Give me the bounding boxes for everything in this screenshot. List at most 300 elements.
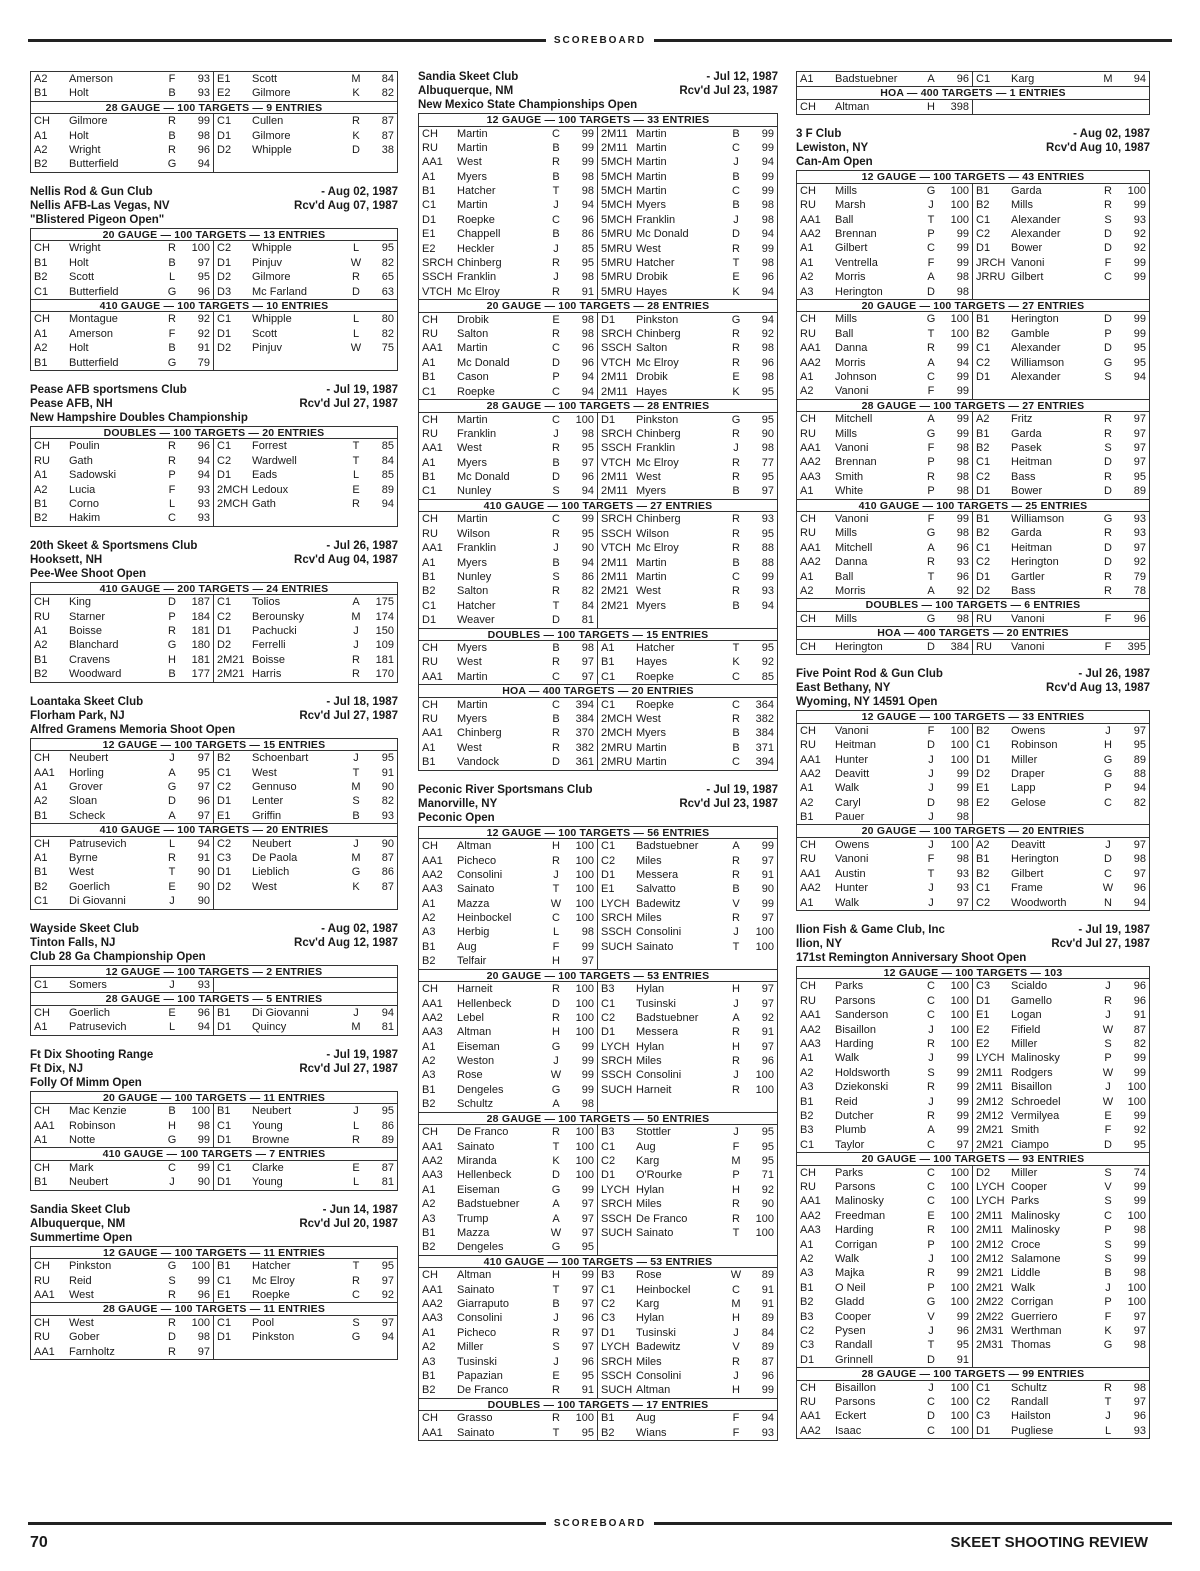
gauge-class: K xyxy=(352,87,360,100)
result-entry xyxy=(31,468,214,482)
result-row xyxy=(419,1297,777,1311)
gauge-class: B xyxy=(168,668,176,681)
shooter-name: Pinjuv xyxy=(252,256,282,269)
result-row xyxy=(31,327,397,341)
result-entry xyxy=(973,979,1149,993)
class-code: B3 xyxy=(800,1310,814,1323)
class-code: CH xyxy=(800,100,816,113)
score: 90 xyxy=(581,542,594,555)
score: 88 xyxy=(1133,767,1146,780)
class-code: 5MCH xyxy=(601,185,633,198)
gauge-class: J xyxy=(928,782,934,795)
club-location: Hooksett, NH xyxy=(30,553,103,566)
gauge-class: S xyxy=(1104,1037,1112,1050)
score xyxy=(367,356,397,370)
score: 95 xyxy=(1133,1138,1146,1151)
result-entry xyxy=(598,1054,777,1068)
results-table xyxy=(30,582,398,683)
class-code: E1 xyxy=(422,228,436,241)
class-code: CH xyxy=(800,980,816,993)
results-table xyxy=(30,965,398,1036)
result-entry xyxy=(973,270,1149,284)
shooter-name xyxy=(636,954,725,968)
shooter-name: Frame xyxy=(1011,882,1043,895)
club-header-line xyxy=(30,950,398,964)
result-row xyxy=(31,157,397,171)
result-row xyxy=(31,1006,397,1020)
result-row xyxy=(31,1119,397,1133)
class-code: SSCH xyxy=(601,926,632,939)
result-entry xyxy=(31,1345,214,1359)
class-code: A2 xyxy=(34,73,48,85)
score: 97 xyxy=(581,670,594,683)
gauge-class: A xyxy=(352,596,360,609)
shooter-name: Corrigan xyxy=(1011,1296,1054,1309)
class-code: C1 xyxy=(601,840,616,853)
result-row xyxy=(797,356,1149,370)
result-entry xyxy=(973,767,1149,781)
result-entry xyxy=(598,1383,777,1397)
score: 96 xyxy=(581,1355,594,1368)
shooter-name: Drobik xyxy=(636,271,668,284)
club-header-line xyxy=(796,155,1150,169)
club-header-line xyxy=(30,723,398,737)
result-entry xyxy=(214,1274,397,1288)
result-row xyxy=(419,1340,777,1354)
result-row xyxy=(419,1226,777,1240)
result-entry xyxy=(31,894,214,908)
shooter-name: Schultz xyxy=(457,1098,494,1111)
shooter-name: Holt xyxy=(69,129,89,142)
result-entry xyxy=(973,555,1149,569)
gauge-class: G xyxy=(551,1183,561,1196)
club-header-line xyxy=(796,695,1150,709)
class-code: 2M11 xyxy=(601,556,628,569)
class-code: 2M11 xyxy=(601,471,628,484)
gauge-class: N xyxy=(1104,896,1112,909)
shooter-name: Hayes xyxy=(636,285,668,298)
class-code: AA2 xyxy=(800,227,821,240)
shooter-name: Holt xyxy=(69,342,89,355)
class-code: D1 xyxy=(976,485,991,498)
shooter-name: Neubert xyxy=(69,752,109,765)
result-entry xyxy=(31,1133,214,1147)
gauge-class xyxy=(1097,100,1119,114)
gauge-class: J xyxy=(928,896,934,909)
class-code: 5MCH xyxy=(601,199,633,212)
score: 100 xyxy=(950,1209,969,1222)
shooter-name: King xyxy=(69,596,92,609)
shooter-name: Martin xyxy=(457,127,488,140)
gauge-class: H xyxy=(732,1312,740,1325)
gauge-class xyxy=(345,511,367,525)
event-heading: 410 GAUGE — 200 TARGETS — 24 ENTRIES xyxy=(31,582,397,596)
score: 96 xyxy=(761,1055,774,1068)
gauge-class: R xyxy=(552,328,560,341)
class-code: C1 xyxy=(422,599,437,612)
shooter-name: Chinberg xyxy=(636,513,681,526)
column-left xyxy=(30,70,398,1510)
class-code: B2 xyxy=(422,1098,436,1111)
club-name: 20th Skeet & Sportsmens Club xyxy=(30,539,198,552)
shooter-name: Salton xyxy=(457,328,489,341)
shooter-name: Neubert xyxy=(252,1105,292,1118)
score: 100 xyxy=(950,994,969,1007)
shooter-name: Eiseman xyxy=(457,1040,500,1053)
shooter-name: Giarraputo xyxy=(457,1297,509,1310)
result-row xyxy=(419,741,777,755)
score: 97 xyxy=(761,854,774,867)
result-entry xyxy=(797,867,973,881)
result-entry xyxy=(31,766,214,780)
result-entry xyxy=(419,1125,598,1139)
score: 98 xyxy=(956,796,969,809)
class-code: CH xyxy=(422,413,438,426)
class-code: D1 xyxy=(601,413,616,426)
club-report xyxy=(30,539,398,683)
result-entry xyxy=(214,978,397,992)
shooter-name xyxy=(252,1345,345,1359)
class-code: 2M22 xyxy=(976,1296,1004,1309)
class-code: LYCH xyxy=(976,1180,1005,1193)
received-date: Rcv'd Jul 27, 1987 xyxy=(299,1062,398,1075)
class-code: 2M22 xyxy=(976,1310,1004,1323)
shooter-name: Mills xyxy=(1011,199,1033,212)
result-row xyxy=(419,882,777,896)
class-code: D1 xyxy=(601,1026,616,1039)
score: 98 xyxy=(956,485,969,498)
shooter-name: Martin xyxy=(636,556,667,569)
gauge-class: A xyxy=(927,1124,935,1137)
shooter-name: Martin xyxy=(636,127,667,140)
gauge-class: R xyxy=(552,1326,560,1339)
class-code: D2 xyxy=(217,342,232,355)
result-entry xyxy=(214,1161,397,1175)
class-code: A1 xyxy=(422,170,436,183)
gauge-class: W xyxy=(550,897,562,910)
score: 97 xyxy=(1133,413,1146,426)
gauge-class: G xyxy=(167,158,177,171)
club-location: Nellis AFB-Las Vegas, NV xyxy=(30,199,170,212)
result-entry xyxy=(797,881,973,895)
result-entry xyxy=(419,427,598,441)
result-entry xyxy=(31,1274,214,1288)
gauge-class: M xyxy=(731,1297,741,1310)
class-code: A1 xyxy=(422,741,436,754)
result-row xyxy=(419,997,777,1011)
shooter-name: Chappell xyxy=(457,228,501,241)
event-heading: DOUBLES — 100 TARGETS — 6 ENTRIES xyxy=(797,598,1149,612)
result-entry xyxy=(419,655,598,669)
shooter-name: Montague xyxy=(69,313,118,326)
shooter-name: Pinkston xyxy=(636,413,679,426)
shooter-name: Martin xyxy=(636,141,667,154)
result-row xyxy=(31,624,397,638)
gauge-class: G xyxy=(926,527,936,540)
result-entry xyxy=(419,170,598,184)
gauge-class: D xyxy=(1104,342,1112,355)
result-row xyxy=(797,213,1149,227)
result-row xyxy=(31,978,397,992)
result-entry xyxy=(31,454,214,468)
score: 98 xyxy=(581,926,594,939)
score: 93 xyxy=(761,513,774,526)
club-report xyxy=(796,71,1150,115)
result-entry xyxy=(214,483,397,497)
score: 100 xyxy=(191,1316,210,1329)
gauge-class: W xyxy=(1102,1095,1114,1108)
result-entry xyxy=(797,1395,973,1409)
result-entry xyxy=(419,256,598,270)
event-heading: 12 GAUGE — 100 TARGETS — 2 ENTRIES xyxy=(31,965,397,979)
banner-rule xyxy=(654,1522,1172,1525)
score: 97 xyxy=(197,256,210,269)
gauge-class: R xyxy=(552,1126,560,1139)
result-row xyxy=(797,1023,1149,1037)
result-entry xyxy=(973,541,1149,555)
class-code: A2 xyxy=(800,796,814,809)
result-entry xyxy=(598,1097,777,1111)
result-entry xyxy=(31,880,214,894)
score: 97 xyxy=(1133,442,1146,455)
shooter-name: Mitchell xyxy=(835,413,873,426)
class-code: D1 xyxy=(422,614,437,627)
gauge-class: T xyxy=(552,883,560,896)
result-entry xyxy=(419,1311,598,1325)
class-code: C2 xyxy=(601,1154,616,1167)
shooter-name: Weston xyxy=(457,1055,495,1068)
class-code: AA2 xyxy=(422,868,443,881)
result-entry xyxy=(598,670,777,684)
class-code: C2 xyxy=(217,242,232,255)
result-row xyxy=(419,170,777,184)
class-code: A1 xyxy=(800,73,814,85)
class-code: 2M11 xyxy=(601,385,628,398)
result-entry xyxy=(419,954,598,968)
score: 98 xyxy=(761,371,774,384)
club-header-line xyxy=(30,695,398,709)
shooter-name: Parks xyxy=(1011,1195,1040,1208)
class-code: A1 xyxy=(422,1040,436,1053)
score: 98 xyxy=(1133,1381,1146,1394)
gauge-class: J xyxy=(353,625,359,638)
score: 95 xyxy=(761,385,774,398)
shooter-name: Gober xyxy=(69,1331,100,1344)
result-row xyxy=(31,766,397,780)
club-header-line xyxy=(30,213,398,227)
result-row xyxy=(31,114,397,128)
class-code: C1 xyxy=(34,979,49,992)
shooter-name: De Paola xyxy=(252,852,298,864)
score: 98 xyxy=(761,257,774,270)
gauge-class: A xyxy=(168,766,176,779)
class-code: B2 xyxy=(34,668,48,681)
shooter-name: Garda xyxy=(1011,427,1042,440)
class-code: AA1 xyxy=(800,442,821,455)
gauge-class: B xyxy=(552,556,560,569)
gauge-class: R xyxy=(168,144,176,157)
result-row xyxy=(419,599,777,613)
received-date: Rcv'd Aug 13, 1987 xyxy=(1046,682,1150,695)
shooter-name: Heinbockel xyxy=(457,912,512,925)
result-entry xyxy=(419,584,598,598)
club-header-line xyxy=(30,1062,398,1076)
shooter-name: Randall xyxy=(1011,1395,1049,1408)
gauge-class: A xyxy=(927,356,935,369)
class-code: E1 xyxy=(217,809,231,822)
shooter-name: Holt xyxy=(69,87,89,100)
score: 86 xyxy=(381,1119,394,1132)
gauge-class: S xyxy=(1104,1166,1112,1179)
gauge-class: P xyxy=(927,1238,935,1251)
shooter-name: Thomas xyxy=(1011,1339,1051,1352)
result-entry xyxy=(797,184,973,198)
class-code: AA1 xyxy=(422,1140,443,1153)
shooter-name: West xyxy=(457,656,482,669)
result-row xyxy=(797,796,1149,810)
result-row xyxy=(419,1068,777,1082)
shooter-name: White xyxy=(835,485,864,498)
shooter-name: Werthman xyxy=(1011,1324,1062,1337)
class-code: A2 xyxy=(800,271,814,284)
result-row xyxy=(419,270,777,284)
result-entry xyxy=(419,227,598,241)
shooter-name: Guerriero xyxy=(1011,1310,1058,1323)
shooter-name: Gath xyxy=(69,454,93,467)
result-row xyxy=(31,809,397,823)
result-entry xyxy=(973,484,1149,498)
score: 96 xyxy=(1133,1410,1146,1423)
result-row xyxy=(31,143,397,157)
result-entry xyxy=(973,838,1149,852)
class-code: D1 xyxy=(217,625,232,638)
gauge-class: H xyxy=(552,840,560,853)
class-code: SRCH xyxy=(601,1355,633,1368)
gauge-class: P xyxy=(927,1281,935,1294)
shooter-name: Altman xyxy=(636,1384,671,1397)
class-code: LYCH xyxy=(601,897,630,910)
result-entry xyxy=(598,1212,777,1226)
result-entry xyxy=(598,1268,777,1282)
class-code: A2 xyxy=(34,483,48,496)
shooter-name: Isaac xyxy=(835,1424,862,1437)
shooter-name: Roepke xyxy=(252,1288,290,1301)
class-code: 2MRU xyxy=(601,756,633,769)
gauge-class: V xyxy=(1104,1180,1112,1193)
gauge-class: C xyxy=(732,141,740,154)
score: 91 xyxy=(197,342,210,355)
class-code xyxy=(973,384,1011,398)
result-row xyxy=(419,1054,777,1068)
score: 95 xyxy=(761,1126,774,1139)
result-row xyxy=(797,1281,1149,1295)
gauge-class: M xyxy=(1103,73,1113,85)
gauge-class: T xyxy=(352,454,360,467)
shooter-name: Hayes xyxy=(636,656,668,669)
club-header-line xyxy=(30,1217,398,1231)
gauge-class: C xyxy=(927,1424,935,1437)
class-code: RU xyxy=(422,427,438,440)
score: 99 xyxy=(1133,313,1146,326)
score: 98 xyxy=(956,853,969,866)
shooter-name: Owens xyxy=(835,838,870,851)
class-code: AA1 xyxy=(800,753,821,766)
class-code: A2 xyxy=(422,1341,436,1354)
class-code: SSCH xyxy=(422,271,453,284)
gauge-class: T xyxy=(1104,1395,1112,1408)
shooter-name: Mc Elroy xyxy=(636,542,679,555)
result-row xyxy=(797,994,1149,1008)
gauge-class: V xyxy=(732,1341,740,1354)
gauge-class: B xyxy=(732,599,740,612)
score: 100 xyxy=(950,739,969,752)
gauge-class: A xyxy=(927,585,935,598)
result-entry xyxy=(797,1166,973,1180)
gauge-class: K xyxy=(732,285,740,298)
gauge-class: D xyxy=(168,795,176,808)
result-entry xyxy=(214,751,397,765)
result-entry xyxy=(598,584,777,598)
banner-rule xyxy=(28,39,546,42)
shooter-name: Badstuebner xyxy=(636,1011,699,1024)
gauge-class: A xyxy=(168,809,176,822)
shooter-name: Karg xyxy=(636,1154,660,1167)
gauge-class: J xyxy=(1105,838,1111,851)
score: 97 xyxy=(956,1138,969,1151)
gauge-class: R xyxy=(552,442,560,455)
result-row xyxy=(31,356,397,370)
gauge-class: J xyxy=(553,1355,559,1368)
shooter-name: Bisaillon xyxy=(1011,1081,1052,1094)
score: 91 xyxy=(581,1384,594,1397)
score: 99 xyxy=(581,156,594,169)
gauge-class: M xyxy=(351,1021,361,1034)
gauge-class: R xyxy=(732,342,740,355)
gauge-class: E xyxy=(552,313,560,326)
result-entry xyxy=(598,356,777,370)
class-code: A1 xyxy=(422,556,436,569)
gauge-class: R xyxy=(1104,585,1112,598)
class-code: C1 xyxy=(800,1138,815,1151)
score: 97 xyxy=(1133,838,1146,851)
result-entry xyxy=(419,1326,598,1340)
score: 94 xyxy=(197,837,210,850)
gauge-class: F xyxy=(927,442,935,455)
gauge-class: S xyxy=(1104,213,1112,226)
shooter-name: Heitman xyxy=(1011,541,1052,554)
class-code: CH xyxy=(34,1260,50,1273)
class-code: 5MCH xyxy=(601,213,633,226)
result-entry xyxy=(973,570,1149,584)
gauge-class: J xyxy=(928,1095,934,1108)
shooter-name xyxy=(1011,810,1097,824)
score xyxy=(367,978,397,992)
score: 89 xyxy=(381,1134,394,1147)
gauge-class: M xyxy=(351,610,361,623)
score: 97 xyxy=(581,456,594,469)
score: 99 xyxy=(956,1095,969,1108)
result-entry xyxy=(419,441,598,455)
class-code: B2 xyxy=(422,585,436,598)
score: 100 xyxy=(755,1083,774,1096)
shooter-name: Lebel xyxy=(457,1011,484,1024)
result-row xyxy=(419,1369,777,1383)
shooter-name: Patrusevich xyxy=(69,837,127,850)
result-entry xyxy=(797,1109,973,1123)
gauge-class: E xyxy=(1104,1109,1112,1122)
shooter-name: Butterfield xyxy=(69,158,119,171)
bottom-banner xyxy=(28,1517,1172,1529)
